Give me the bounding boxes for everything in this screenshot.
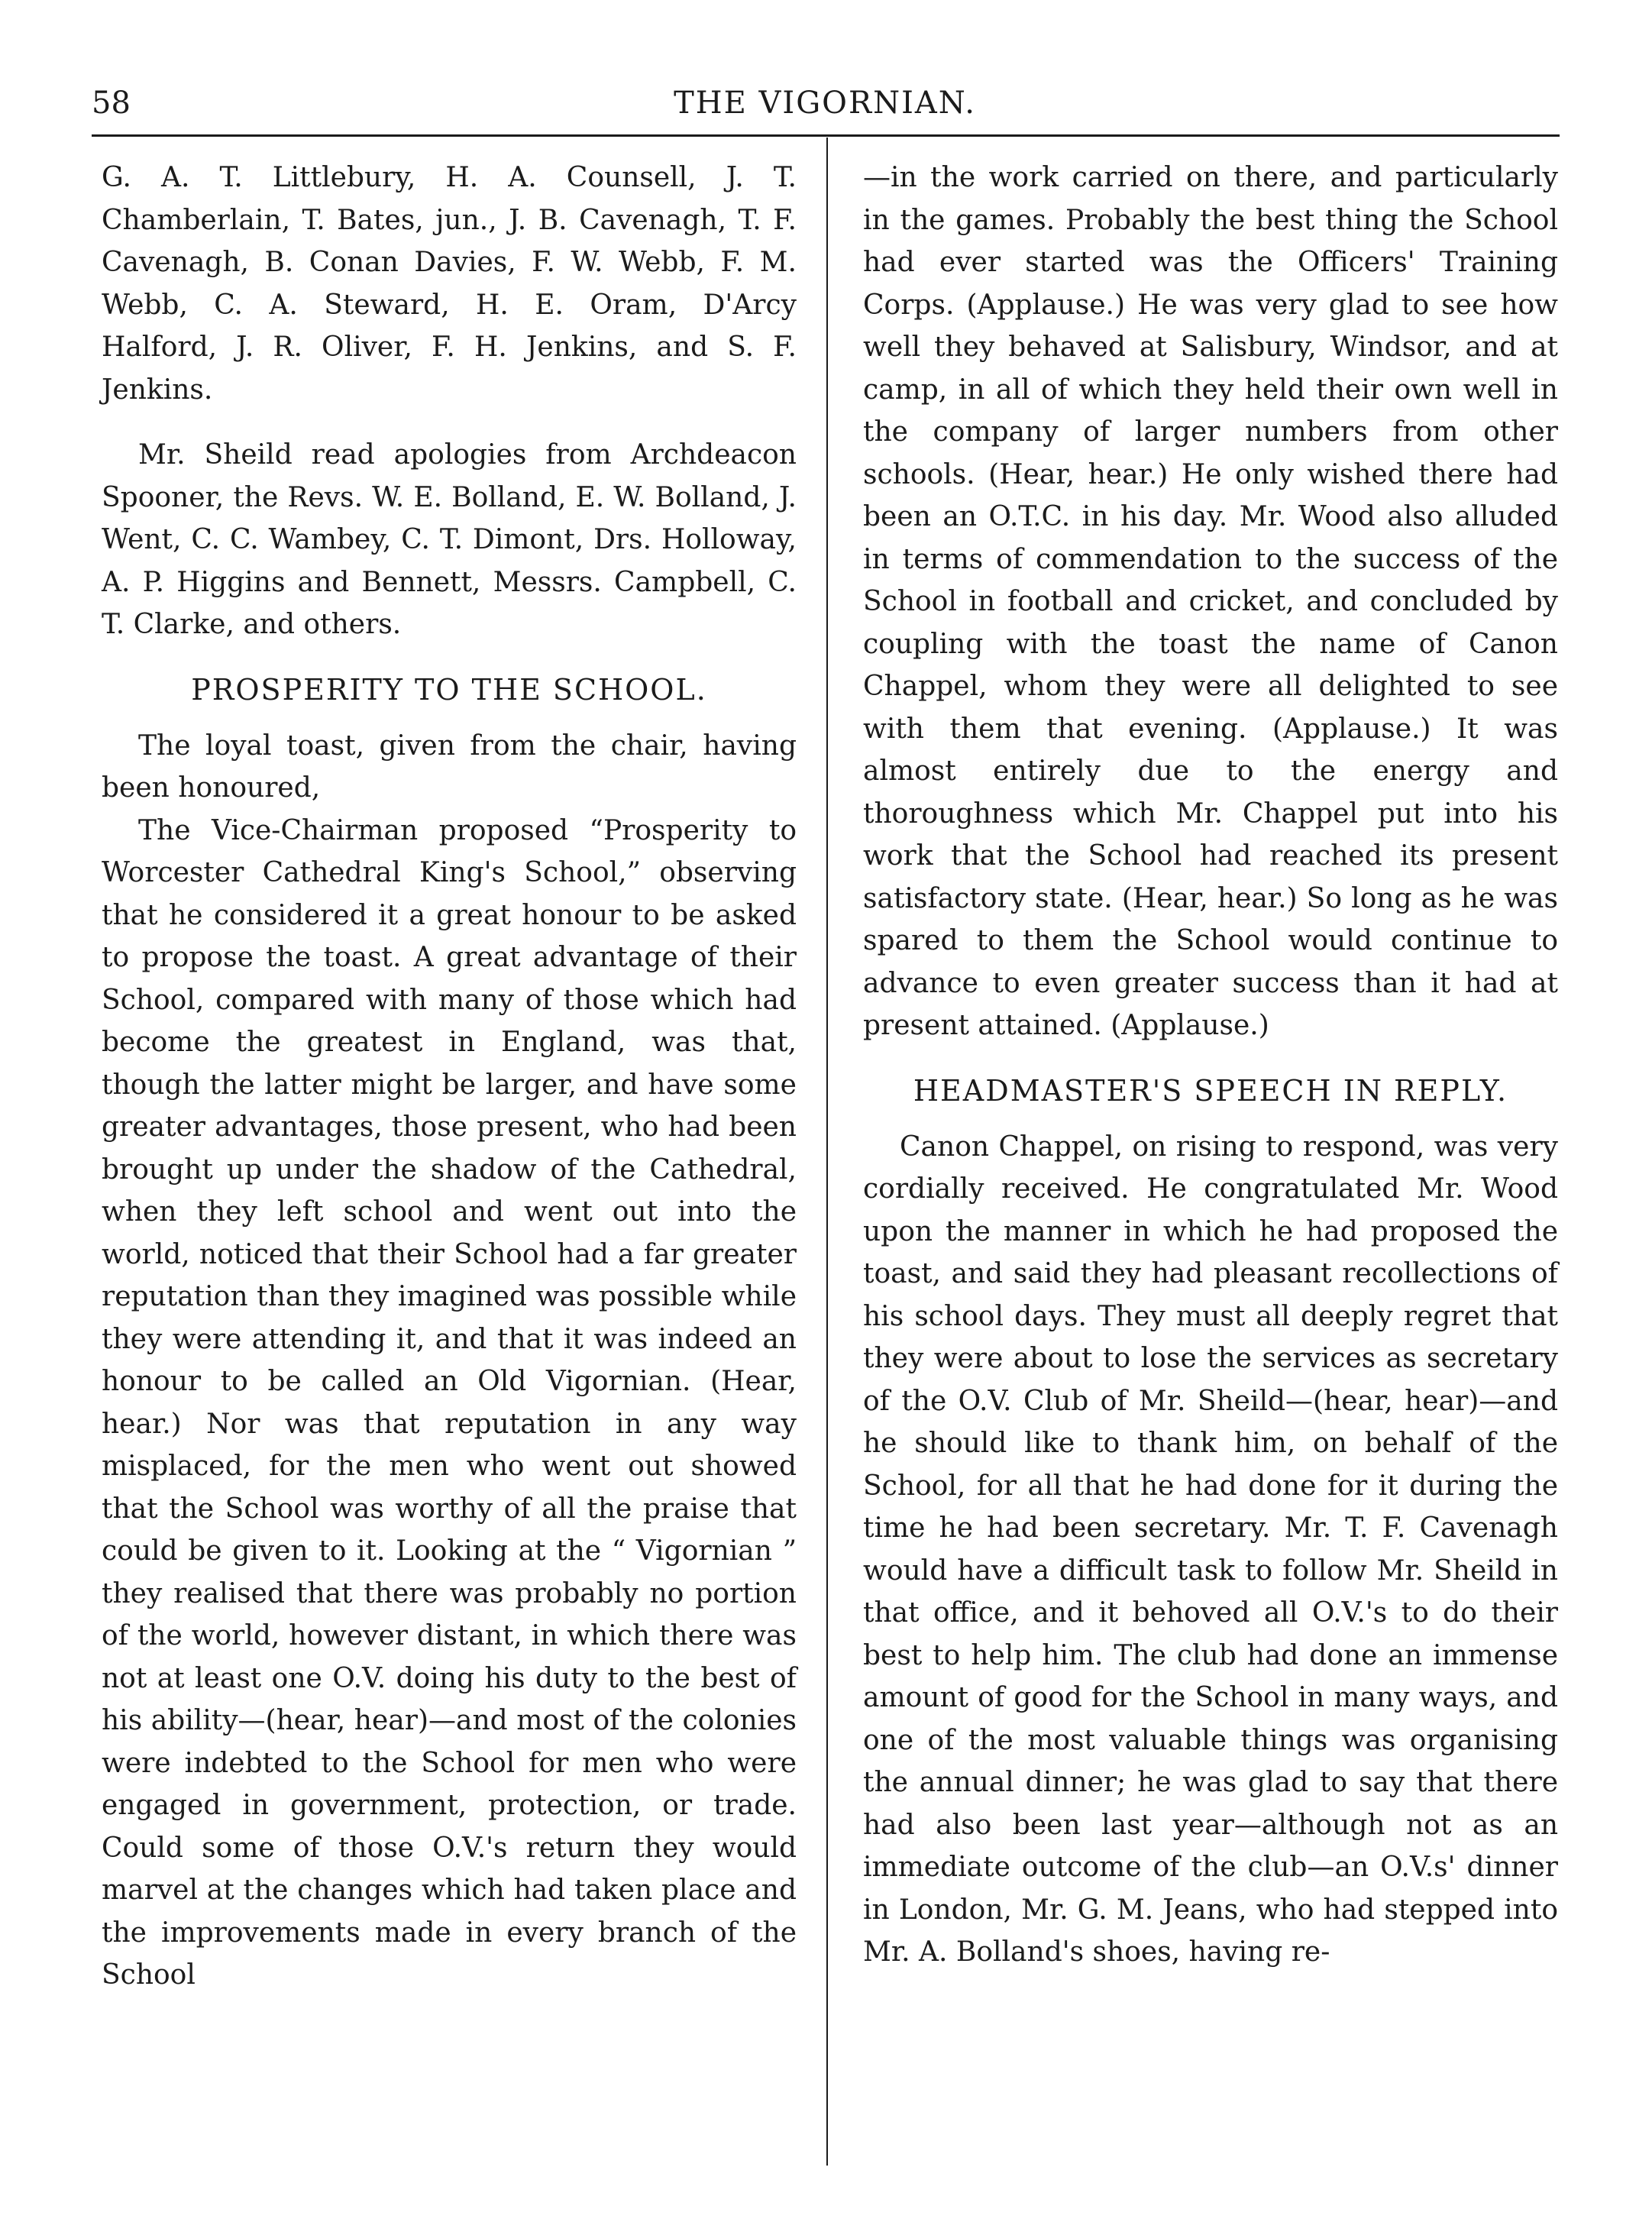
headmaster-speech-paragraph: Canon Chappel, on rising to respond, was very cordially received. He congratulated Mr. Wood upon the manner in which he had proposed the toast, and said they had pleasant recollections of his school days. They must all deeply regret that they were about to lose the services as secretary of the O.V. Club of Mr. Sheild—(hear, hear)—and he should like to thank him, on behalf of the School, for all that he had done for it during the time he had been secretary. Mr. T. F. Cavenagh would have a difficult task to follow Mr. Sheild in that office, and it behoved all O.V.'s to do their best to help him. The club had done an immense amount of good for the School in many ways, and one of the most valuable things was organising the annual dinner; he was glad to say that there had also been last year—although not as an immediate outcome of the club—an O.V.s' dinner in London, Mr. G. M. Jeans, who had stepped into Mr. A. Bolland's shoes, having re-: [863, 1131, 1558, 1968]
right-column: [863, 157, 1558, 1974]
page-header: [92, 76, 1558, 137]
page-number: 58: [92, 86, 131, 121]
header-rule: [92, 134, 1560, 137]
running-title: THE VIGORNIAN.: [674, 86, 976, 121]
apologies-paragraph: Mr. Sheild read apologies from Archdeacon Spooner, the Revs. W. E. Bolland, E. W. Bolland, J. Went, C. C. Wambey, C. T. Dimont, Drs. Holloway, A. P. Higgins and Bennett, Messrs. Campbell, C. T. Clarke, and others.: [102, 439, 797, 640]
continuation-paragraph: —in the work carried on there, and particularly in the games. Probably the best thing the School had ever started was the Officers' Training Corps. (Applause.) He was very glad to see how well they behaved at Salisbury, Windsor, and at camp, in all of which they held their own well in the company of larger numbers from other schools. (Hear, hear.) He only wished there had been an O.T.C. in his day. Mr. Wood also alluded in terms of commendation to the success of the School in football and cricket, and concluded by coupling with the toast the name of Canon Chappel, whom they were all delighted to see with them that evening. (Applause.) It was almost entirely due to the energy and thoroughness which Mr. Chappel put into his work that the School had reached its present satisfactory state. (Hear, hear.) So long as he was spared to them the School would continue to advance to even greater success than it had at present attained. (Applause.): [863, 162, 1558, 1041]
left-column: [102, 157, 797, 1997]
vice-chairman-paragraph: The Vice-Chairman proposed “Prosperity to Worcester Cathedral King's School,” observing that he considered it a great honour to be asked to propose the toast. A great advantage of their School, compared with many of those which had become the greatest in England, was that, though the latter might be larger, and have some greater advantages, those present, who had been brought up under the shadow of the Cathedral, when they left school and went out into the world, noticed that their School had a far greater reputation than they imagined was possible while they were attending it, and that it was indeed an honour to be called an Old Vigornian. (Hear, hear.) Nor was that reputation in any way misplaced, for the men who went out showed that the School was worthy of all the praise that could be given to it. Looking at the “ Vigornian ” they realised that there was probably no portion of the world, however distant, in which there was not at least one O.V. doing his duty to the best of his ability—(hear, hear)—and most of the colonies were indebted to the School for men who were engaged in government, protection, or trade. Could some of those O.V.'s return they would marvel at the changes which had taken place and the improvements made in every branch of the School: [102, 814, 797, 1991]
section-heading-headmaster: HEADMASTER'S SPEECH IN REPLY.: [913, 1073, 1508, 1108]
column-divider: [826, 137, 828, 2166]
section-heading-prosperity: PROSPERITY TO THE SCHOOL.: [191, 672, 707, 707]
attendee-list-paragraph: G. A. T. Littlebury, H. A. Counsell, J. T. Chamberlain, T. Bates, jun., J. B. Cavenagh, T. F. Cavenagh, B. Conan Davies, F. W. Webb, F. M. Webb, C. A. Steward, H. E. Oram, D'Arcy Halford, J. R. Oliver, F. H. Jenkins, and S. F. Jenkins.: [102, 162, 797, 406]
loyal-toast-paragraph: The loyal toast, given from the chair, having been honoured,: [102, 729, 797, 804]
